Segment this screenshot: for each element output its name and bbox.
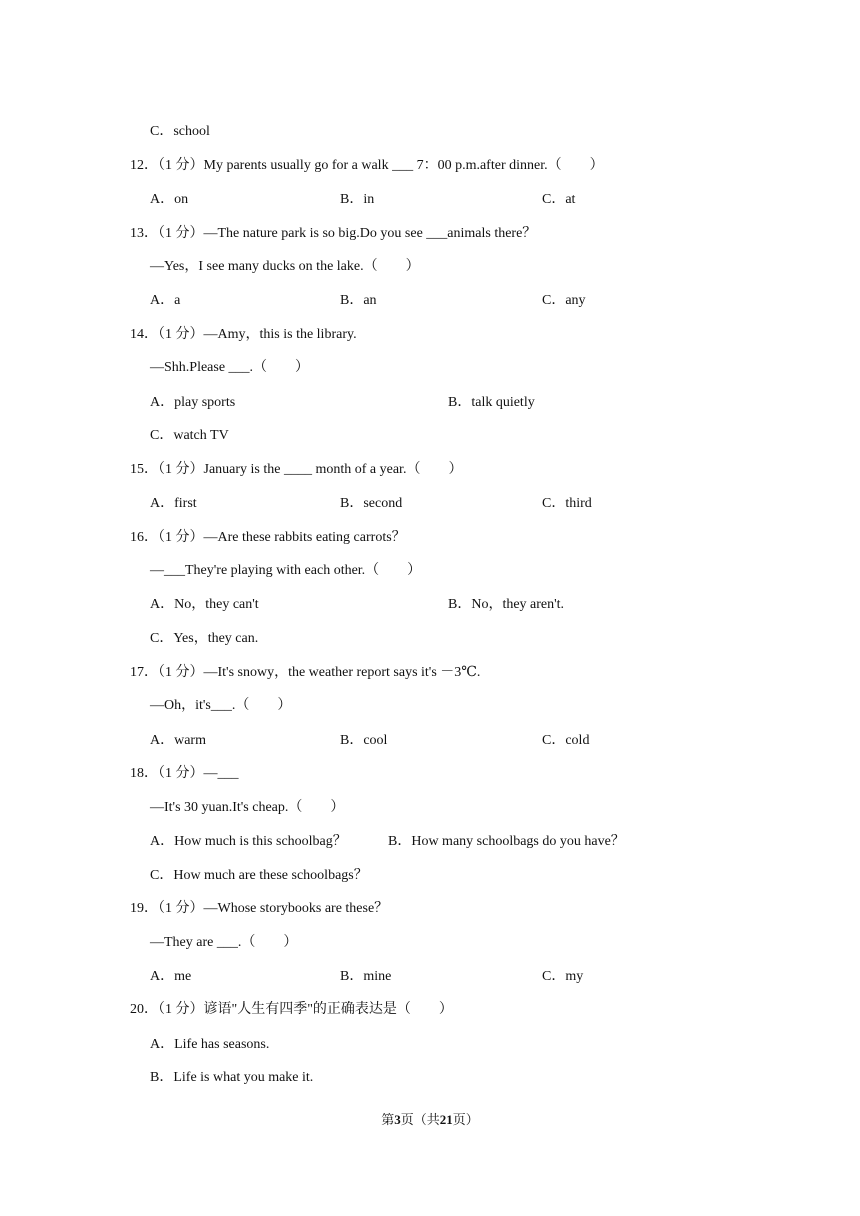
question-18-option-a: A．How much is this schoolbag？	[150, 834, 347, 849]
question-13-stem: 13．（1 分）—The nature park is so big.Do you see ___animals there？	[130, 226, 537, 241]
footer-suffix: 页）	[452, 1112, 479, 1127]
footer-prefix: 第	[381, 1112, 395, 1127]
question-15-option-c: C．third	[542, 496, 592, 511]
question-15-stem: 15．（1 分）January is the ____ month of a year.（ ）	[130, 462, 463, 477]
question-12-option-c: C．at	[542, 192, 576, 207]
question-16-reply: —___They're playing with each other.（ ）	[150, 563, 422, 578]
question-13-option-a: A．a	[150, 293, 181, 308]
question-13-option-c: C．any	[542, 293, 586, 308]
question-16-option-c: C．Yes，they can.	[150, 631, 259, 646]
question-12-stem: 12．（1 分）My parents usually go for a walk ___ 7：00 p.m.after dinner.（ ）	[130, 158, 604, 173]
page-footer	[0, 1111, 860, 1129]
question-17-option-b: B．cool	[340, 733, 388, 748]
current-page-number: 3	[394, 1112, 401, 1127]
footer-mid: 页（共	[400, 1112, 440, 1127]
question-14-reply: —Shh.Please ___.（ ）	[150, 360, 310, 375]
question-16-stem: 16．（1 分）—Are these rabbits eating carrots？	[130, 530, 406, 545]
question-18-option-c: C．How much are these schoolbags？	[150, 868, 368, 883]
question-16-option-b: B．No，they aren't.	[448, 597, 565, 612]
question-19-stem: 19．（1 分）—Whose storybooks are these？	[130, 901, 389, 916]
question-14-option-b: B．talk quietly	[448, 395, 535, 410]
question-13-reply: —Yes，I see many ducks on the lake.（ ）	[150, 259, 420, 274]
question-20-option-b: B．Life is what you make it.	[150, 1070, 314, 1085]
question-18-stem: 18．（1 分）—___	[130, 766, 239, 781]
question-17-reply: —Oh，it's___.（ ）	[150, 698, 292, 713]
question-14-option-c: C．watch TV	[150, 428, 229, 443]
question-12-option-b: B．in	[340, 192, 375, 207]
question-19-reply: —They are ___.（ ）	[150, 935, 298, 950]
question-12-option-a: A．on	[150, 192, 189, 207]
question-19-option-b: B．mine	[340, 969, 392, 984]
question-15-option-a: A．first	[150, 496, 197, 511]
question-17-option-c: C．cold	[542, 733, 590, 748]
question-13-option-b: B．an	[340, 293, 377, 308]
question-15-option-b: B．second	[340, 496, 403, 511]
question-19-option-c: C．my	[542, 969, 584, 984]
question-19-option-a: A．me	[150, 969, 192, 984]
question-14-stem: 14．（1 分）—Amy，this is the library.	[130, 327, 357, 342]
question-18-reply: —It's 30 yuan.It's cheap.（ ）	[150, 800, 345, 815]
question-18-option-b: B．How many schoolbags do you have？	[388, 834, 625, 849]
question-16-option-a: A．No，they can't	[150, 597, 259, 612]
total-pages-number: 21	[439, 1112, 453, 1127]
question-20-option-a: A．Life has seasons.	[150, 1037, 270, 1052]
question-17-stem: 17．（1 分）—It's snowy，the weather report says it's －3℃.	[130, 665, 481, 680]
question-17-option-a: A．warm	[150, 733, 206, 748]
option-c: C．school	[150, 124, 210, 139]
question-20-stem: 20．（1 分）谚语"人生有四季"的正确表达是（ ）	[130, 1002, 453, 1017]
question-14-option-a: A．play sports	[150, 395, 236, 410]
